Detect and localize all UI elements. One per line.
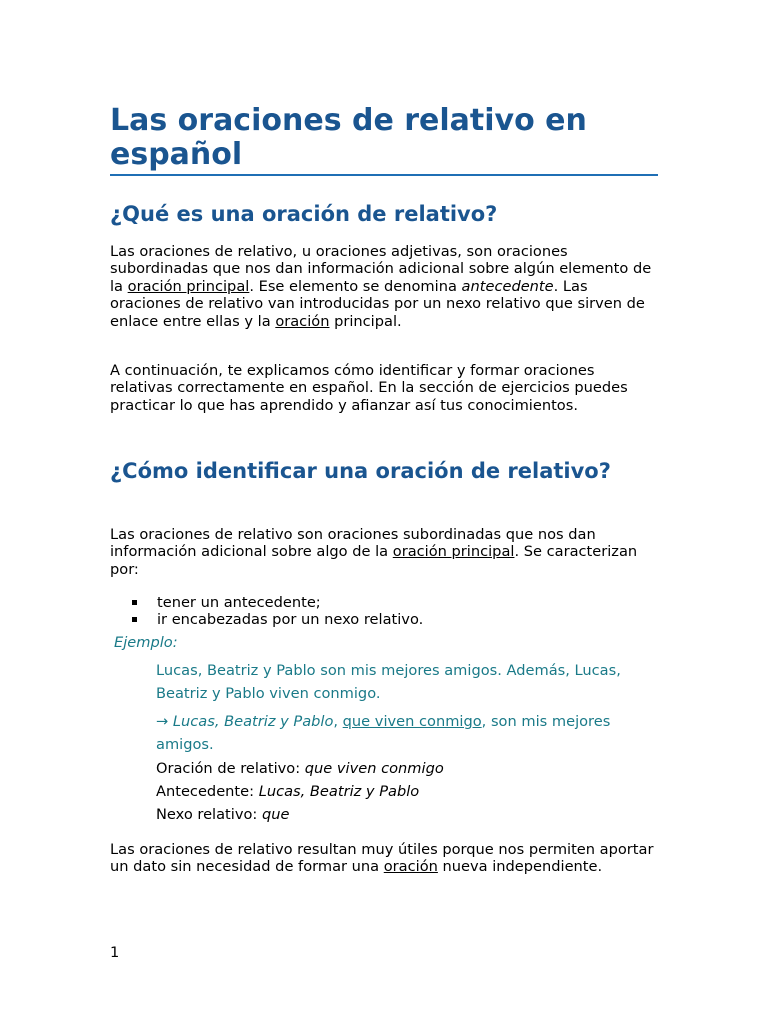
paragraph-continuacion: A continuación, te explicamos cómo identificar y formar oraciones relativas correctamente en español. En la sección de ejercicios puedes practicar lo que has aprendido y afianzar así tus conocimientos. (110, 362, 628, 414)
arrow-icon: → (156, 713, 173, 730)
link-oracion[interactable]: oración (275, 312, 330, 330)
document-title: Las oraciones de relativo en español (110, 104, 658, 176)
text: . Las oraciones de relativo van introducidas por un nexo relativo que sirven de enlace entre ellas y la (110, 277, 645, 330)
text: Las oraciones de relativo resultan muy útiles porque nos permiten aportar un dato sin necesidad de formar una (110, 841, 654, 876)
text: , son mis mejores amigos. (156, 713, 611, 753)
text: Las oraciones de relativo son oraciones subordinadas que nos dan información adicional sobre algo de la (110, 526, 596, 561)
example-antecedent: Lucas, Beatriz y Pablo (172, 713, 334, 730)
value: Lucas, Beatriz y Pablo (258, 783, 420, 800)
example-antecedente-line (156, 780, 658, 803)
text: Las oraciones de relativo, u oraciones adjetivas, son oraciones subordinadas que nos dan información adicional sobre algún elemento de la (110, 243, 652, 295)
label: Nexo relativo: (156, 806, 262, 823)
paragraph-caracterizan (110, 526, 658, 578)
bullet-icon (132, 617, 137, 622)
example-result (156, 710, 658, 756)
section-heading-que-es: ¿Qué es una oración de relativo? (110, 202, 498, 226)
text: principal. (329, 312, 402, 330)
example-label: Ejemplo: (114, 634, 178, 651)
list-item-text: tener un antecedente; (157, 594, 321, 611)
emphasis-antecedente: antecedente (461, 277, 554, 295)
text: . Se caracterizan por: (110, 543, 638, 578)
label: Antecedente: (156, 783, 259, 800)
label: Oración de relativo: (156, 760, 305, 777)
list-item (110, 611, 658, 628)
link-oracion-principal[interactable]: oración principal (392, 543, 515, 561)
example-oracion-line (156, 757, 658, 780)
paragraph-utiles (110, 841, 658, 876)
example-nexo-line (156, 803, 658, 826)
list-item (110, 594, 658, 611)
page-number: 1 (110, 944, 120, 961)
characteristics-list (110, 594, 658, 629)
link-oracion-principal[interactable]: oración principal (127, 277, 250, 295)
list-item-text: ir encabezadas por un nexo relativo. (157, 611, 424, 629)
example-sentence: Lucas, Beatriz y Pablo son mis mejores amigos. Además, Lucas, Beatriz y Pablo viven conmigo. (156, 662, 621, 702)
paragraph-definition (110, 243, 658, 330)
example-relative-clause: que viven conmigo (342, 713, 482, 730)
link-oracion[interactable]: oración (383, 858, 438, 876)
bullet-icon (132, 600, 137, 605)
text: , (333, 713, 343, 730)
text: nueva independiente. (437, 858, 603, 876)
text: . Ese elemento se denomina (249, 277, 462, 295)
value: que (261, 806, 290, 823)
section-heading-como-identificar: ¿Cómo identificar una oración de relativo? (110, 459, 611, 483)
value: que viven conmigo (304, 760, 444, 777)
